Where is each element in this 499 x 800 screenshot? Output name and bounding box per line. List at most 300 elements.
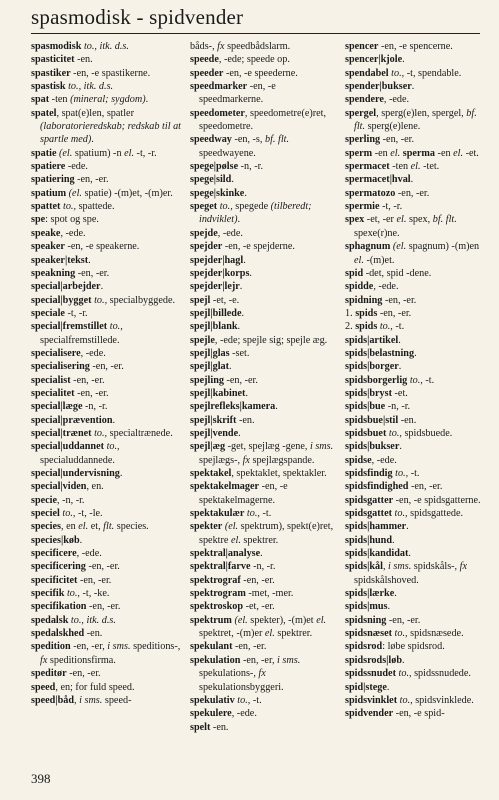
dictionary-entry: [345, 547, 483, 560]
grammar-label: to.,: [409, 374, 423, 386]
entry-text: -en, -e spastikerne.: [70, 67, 151, 79]
entry-text: -en, -e spidsgatterne.: [393, 494, 481, 506]
headword: speeder: [190, 67, 224, 79]
entry-text: .: [387, 601, 390, 613]
headword: specificere: [31, 548, 77, 560]
entry-text: .: [411, 81, 415, 93]
entry-text: .: [402, 54, 405, 66]
dictionary-entry: [345, 414, 483, 427]
grammar-label: to.,: [66, 588, 80, 600]
page-title: spasmodisk - spidvender: [31, 5, 244, 29]
grammar-label: to., itk. d.s.: [68, 81, 114, 93]
dictionary-entry: [345, 53, 483, 66]
entry-text: -en, -er.: [382, 294, 417, 306]
entry-text: sperg(e)lene.: [365, 121, 421, 133]
headword: special|trænet: [31, 427, 92, 439]
headword: special|viden: [31, 481, 87, 493]
dictionary-entry: [345, 280, 483, 293]
entry-text: -t.: [259, 508, 272, 520]
headword: spektral|analyse: [190, 548, 261, 560]
dictionary-entry: [31, 347, 181, 360]
dictionary-entry: [345, 694, 483, 707]
headword: speaker|tekst: [31, 254, 89, 266]
dictionary-entry: [31, 414, 181, 427]
dictionary-entry: [31, 494, 181, 507]
dictionary-entry: [345, 480, 483, 493]
entry-text: .: [386, 681, 390, 693]
entry-text: .: [119, 468, 123, 479]
dictionary-entry: [190, 133, 338, 160]
dictionary-entry: [31, 187, 181, 200]
entry-text: .: [237, 321, 241, 333]
grammar-label: fx: [459, 561, 467, 573]
headword: spids|hund: [345, 534, 392, 546]
headword: spatium: [31, 187, 67, 199]
dictionary-column-2: [190, 40, 338, 734]
headword: spidsgattet: [345, 508, 392, 520]
headword: spidsgatter: [345, 494, 394, 506]
entry-text: -et.: [463, 147, 479, 159]
entry-text: 1.: [345, 307, 356, 319]
headword: speede: [190, 54, 219, 66]
entry-text: -en.: [74, 54, 93, 66]
headword: spejl|æg: [190, 441, 226, 453]
grammar-label: el.: [264, 628, 275, 640]
headword: spektakel: [190, 468, 232, 479]
entry-text: .: [245, 387, 249, 399]
headword: special|arbejder: [31, 281, 101, 293]
entry-text: -t, -r.: [379, 201, 403, 213]
headword: spendere: [345, 94, 384, 106]
headword: spidssnudet: [345, 668, 396, 680]
dictionary-entry: [345, 267, 483, 280]
dictionary-entry: [190, 654, 338, 694]
dictionary-entry: [345, 187, 483, 200]
entry-text: , spektaklet, spektakler.: [231, 468, 327, 479]
entry-text: specialfremstillede.: [40, 334, 120, 346]
headword: spejlrefleks|kamera: [190, 401, 276, 413]
dictionary-entry: [190, 200, 338, 227]
entry-text: , -ede; spejle sig; spejle æg.: [214, 334, 328, 346]
entry-text: specialtrænede.: [107, 427, 173, 439]
dictionary-entry: [190, 240, 338, 253]
headword: spencer|kjole: [345, 54, 403, 66]
entry-text: -en, -s,: [231, 134, 265, 146]
dictionary-entry: [345, 640, 483, 653]
dictionary-entry: [31, 160, 181, 173]
entry-text: -en, -er.: [74, 174, 109, 186]
headword: spejl|vende: [190, 427, 239, 439]
dictionary-entry: [345, 400, 483, 413]
headword: spatiere: [31, 161, 66, 173]
headword: spejder|hagl: [190, 254, 244, 266]
entry-text: .: [406, 521, 409, 533]
dictionary-entry: [31, 294, 181, 307]
entry-text: spektrer.: [274, 628, 313, 640]
entry-text: -en, -e speederne.: [223, 67, 298, 79]
entry-text: , -ede.: [60, 227, 86, 239]
entry-text: , -ede.: [383, 94, 410, 106]
entry-text: spektret, -(m)er: [199, 628, 265, 640]
dictionary-entry: [345, 667, 483, 680]
dictionary-entry: [190, 334, 338, 347]
dictionary-entry: [345, 107, 483, 134]
dictionary-entry: [31, 667, 181, 680]
entry-text: .: [91, 134, 94, 146]
entry-text: spidsnæsede.: [407, 628, 464, 640]
dictionary-entry: [345, 560, 483, 587]
dictionary-entry: [190, 640, 338, 653]
dictionary-entry: [345, 707, 483, 720]
headword: spasticitet: [31, 54, 75, 66]
grammar-label: to.,: [391, 67, 405, 79]
grammar-label: to.,: [395, 468, 409, 479]
grammar-label: to.,: [62, 508, 76, 520]
dictionary-entry: [31, 507, 181, 520]
dictionary-entry: [345, 614, 483, 627]
headword: spidsborgerlig: [345, 374, 408, 386]
dictionary-entry: [345, 213, 483, 240]
dictionary-entry: [345, 334, 483, 347]
dictionary-entry: [345, 654, 483, 667]
dictionary-entry: [190, 440, 338, 467]
dictionary-column-3: [345, 40, 483, 721]
dictionary-entry: [190, 40, 338, 53]
dictionary-entry: [190, 600, 338, 613]
entry-text: species.: [114, 521, 149, 533]
entry-text: .: [414, 347, 417, 359]
dictionary-entry: [345, 360, 483, 373]
grammar-label: (tilberedt; indviklet): [199, 201, 312, 226]
grammar-label: i sms.: [388, 561, 412, 573]
entry-text: -en.: [236, 414, 255, 426]
headword: spatie: [31, 147, 57, 159]
headword: sphagnum: [345, 241, 391, 253]
entry-text: -en, -er.: [70, 374, 105, 386]
grammar-label: to., itk. d.s.: [70, 614, 116, 626]
dictionary-entry: [190, 267, 338, 280]
headword: spejl|glat: [190, 361, 230, 373]
entry-text: , en; for fuld speed.: [55, 681, 135, 693]
entry-text: spekulations-,: [199, 668, 259, 680]
grammar-label: to.,: [246, 508, 260, 520]
entry-text: -t.: [392, 321, 405, 333]
headword: spidsbuet: [345, 427, 387, 439]
dictionary-entry: [345, 40, 483, 53]
grammar-label: to., itk. d.s.: [83, 41, 129, 52]
dictionary-entry: [31, 213, 181, 226]
dictionary-entry: [31, 374, 181, 387]
entry-text: -ede.: [65, 161, 88, 173]
headword: spidde: [345, 281, 374, 293]
entry-text: .: [238, 427, 241, 439]
headword: spids|artikel: [345, 334, 399, 346]
grammar-label: (mineral; sygdom): [70, 94, 146, 106]
dictionary-entry: [31, 547, 181, 560]
headword: speget: [190, 201, 218, 213]
dictionary-entry: [31, 534, 181, 547]
entry-text: ,: [382, 561, 389, 573]
headword: specifik: [31, 588, 65, 600]
headword: spege|sild: [190, 174, 232, 186]
entry-text: -et, -e.: [210, 294, 240, 306]
grammar-label: (laboratorieredskab; redskab til at spartle med): [40, 121, 182, 146]
entry-text: specialbyggede.: [107, 294, 176, 306]
grammar-label: to.,: [109, 321, 123, 333]
headword: spedition: [31, 641, 71, 653]
grammar-label: (el.: [392, 241, 407, 253]
entry-text: -et, -er: [364, 214, 397, 226]
dictionary-entry: [190, 400, 338, 413]
headword: spedalsk: [31, 614, 69, 626]
grammar-label: to.,: [394, 508, 408, 520]
entry-text: -en, -e speakerne.: [64, 241, 140, 253]
headword: spektrogram: [190, 588, 246, 600]
headword: spastisk: [31, 81, 66, 93]
dictionary-entry: [190, 227, 338, 240]
entry-text: -t, -le.: [75, 508, 103, 520]
entry-text: -en, -er.: [408, 481, 443, 493]
entry-text: .: [398, 334, 401, 346]
entry-text: spidsgattede.: [407, 508, 464, 520]
dictionary-entry: [31, 640, 181, 667]
dictionary-entry: [190, 173, 338, 186]
dictionary-entry: [31, 627, 181, 640]
headword: speedmarker: [190, 81, 248, 93]
headword: spergel: [345, 107, 377, 119]
headword: spids|bryst: [345, 387, 392, 399]
entry-text: -met, -mer.: [245, 588, 294, 600]
entry-text: speedwayene.: [199, 147, 256, 159]
entry-text: .: [229, 361, 232, 373]
headword: specialitet: [31, 387, 75, 399]
dictionary-entry: [190, 254, 338, 267]
dictionary-entry: [190, 507, 338, 520]
entry-text: spekter), -(m)et: [247, 614, 317, 626]
dictionary-entry: [31, 614, 181, 627]
entry-text: -t.: [422, 374, 435, 386]
dictionary-entry: [190, 294, 338, 307]
dictionary-entry: [190, 280, 338, 293]
headword: special|uddannet: [31, 441, 105, 453]
headword: spejder|lejr: [190, 281, 240, 293]
entry-text: speditions-,: [130, 641, 181, 653]
dictionary-entry: [345, 627, 483, 640]
entry-text: , -n, -r.: [57, 494, 85, 506]
grammar-label: el.: [316, 614, 327, 626]
grammar-label: i sms.: [79, 694, 103, 706]
headword: specificering: [31, 561, 86, 573]
dictionary-entry: [31, 694, 181, 707]
entry-text: spidssnudede.: [411, 668, 471, 680]
dictionary-entry: [190, 560, 338, 573]
dictionary-entry: [345, 587, 483, 600]
entry-text: .: [231, 174, 234, 186]
dictionary-entry: [345, 374, 483, 387]
grammar-label: to.,: [94, 294, 108, 306]
dictionary-entry: [190, 414, 338, 427]
headword: spendabel: [345, 67, 389, 79]
entry-text: -en.: [210, 721, 229, 733]
headword: spekulant: [190, 641, 233, 653]
dictionary-entry: [190, 427, 338, 440]
headword: special|undervisning: [31, 468, 120, 479]
title-rule: [31, 33, 480, 34]
entry-text: , en: [61, 521, 79, 533]
grammar-label: (el.: [234, 614, 248, 626]
grammar-label: fx: [258, 668, 266, 680]
headword: spat: [31, 94, 50, 106]
entry-text: -en, -er.: [77, 574, 112, 586]
dictionary-entry: [190, 307, 338, 320]
headword: specialist: [31, 374, 71, 386]
entry-text: speedbådslarm.: [224, 41, 291, 52]
entry-text: , sperg(e)len, spergel,: [376, 107, 467, 119]
headword: speake: [31, 227, 61, 239]
headword: spidsrods|løb: [345, 654, 402, 666]
entry-text: -n, -r.: [82, 401, 108, 413]
headword: speed: [31, 681, 56, 693]
entry-text: spidskålshoved.: [354, 574, 419, 586]
dictionary-entry: [190, 67, 338, 80]
grammar-label: i sms.: [107, 641, 131, 653]
dictionary-entry: [31, 227, 181, 240]
dictionary-entry: [190, 187, 338, 200]
grammar-label: fx: [217, 41, 225, 52]
entry-text: .: [260, 548, 263, 560]
entry-text: -en, -er.: [223, 374, 258, 386]
headword: spektakulær: [190, 508, 245, 520]
headword: spid|stege: [345, 681, 387, 693]
entry-text: .: [402, 654, 405, 666]
headword: spex: [345, 214, 365, 226]
dictionary-entry: [31, 574, 181, 587]
headword: spidsbue|stil: [345, 414, 399, 426]
dictionary-entry: [31, 267, 181, 280]
entry-text: -det, spid -dene.: [363, 267, 432, 279]
dictionary-entry: [190, 574, 338, 587]
entry-text: -t.: [408, 468, 420, 479]
headword: spidvender: [345, 708, 394, 720]
dictionary-entry: [31, 147, 181, 160]
entry-text: .: [112, 414, 116, 426]
dictionary-entry: [31, 40, 181, 53]
entry-text: .: [100, 281, 104, 293]
headword: spejder|korps: [190, 267, 250, 279]
headword: spermacet: [345, 161, 390, 173]
grammar-label: bf. flt.: [354, 107, 477, 133]
entry-text: -en, -e speedmarkerne.: [199, 81, 276, 106]
entry-text: spektrer.: [240, 534, 279, 546]
grammar-label: fx: [40, 654, 48, 666]
dictionary-entry: [31, 107, 181, 147]
dictionary-entry: [31, 467, 181, 480]
entry-text: spatie) -(m)et, -(m)er.: [81, 187, 173, 199]
dictionary-entry: [190, 107, 338, 134]
headword: spekter: [190, 521, 223, 533]
grammar-label: to.,: [94, 427, 108, 439]
headword: spermacet|hval: [345, 174, 411, 186]
headword: spidsnæset: [345, 628, 392, 640]
entry-text: -ten: [49, 94, 71, 106]
headword: species|køb: [31, 534, 80, 546]
entry-text: -en, -er.: [386, 614, 421, 626]
entry-text: .: [394, 588, 397, 600]
entry-text: spatium) -n: [72, 147, 125, 159]
dictionary-entry: [190, 587, 338, 600]
headword: speaker: [31, 241, 65, 253]
headword: spidning: [345, 294, 383, 306]
dictionary-entry: [31, 427, 181, 440]
entry-text: -et, -er.: [243, 601, 275, 613]
dictionary-entry: [31, 440, 181, 467]
headword: spids|bukser: [345, 441, 400, 453]
headword: spektral|farve: [190, 561, 251, 573]
dictionary-entry: [345, 681, 483, 694]
dictionary-entry: [190, 387, 338, 400]
dictionary-entry: [31, 480, 181, 493]
dictionary-entry: [31, 93, 181, 106]
entry-text: specialuddannede.: [40, 454, 115, 466]
dictionary-entry: [31, 560, 181, 573]
entry-text: , -ede.: [373, 281, 399, 293]
headword: spencer: [345, 41, 379, 52]
headword: spidsfindig: [345, 468, 393, 479]
grammar-label: bf. flt.: [432, 214, 457, 226]
grammar-label: flt.: [103, 521, 115, 533]
grammar-label: (el.: [224, 521, 239, 533]
entry-text: -en: [435, 147, 454, 159]
entry-text: -et.: [391, 387, 408, 399]
entry-text: -n, -r.: [250, 561, 276, 573]
entry-text: .: [410, 174, 414, 186]
headword: spattet: [31, 201, 61, 213]
dictionary-entry: [345, 347, 483, 360]
entry-text: -en, -e spencerne.: [378, 41, 453, 52]
dictionary-entry: [31, 320, 181, 347]
entry-text: spattede.: [76, 201, 115, 213]
grammar-label: to.,: [106, 441, 120, 453]
dictionary-entry: [190, 360, 338, 373]
entry-text: .: [392, 534, 395, 546]
headword: spege|skinke: [190, 187, 245, 199]
headword: spidsvinklet: [345, 694, 398, 706]
headword: specifikation: [31, 601, 87, 613]
headword: spe: [31, 214, 46, 226]
grammar-label: el.: [396, 214, 407, 226]
entry-text: , -ede.: [76, 548, 102, 560]
dictionary-entry: [31, 307, 181, 320]
headword: spejl|glas: [190, 347, 230, 359]
dictionary-entry: [190, 721, 338, 734]
entry-text: -t, -r.: [134, 147, 157, 159]
entry-text: spex,: [406, 214, 433, 226]
entry-text: -en, -er.: [75, 267, 110, 279]
entry-text: spektrum), spekt(e)ret, spektre: [199, 521, 334, 546]
entry-text: -en, -e spektakelmagerne.: [199, 481, 288, 506]
entry-text: spegede: [232, 201, 271, 213]
headword: spejde: [190, 227, 218, 239]
grammar-label: to.,: [62, 201, 77, 213]
headword: spidse: [345, 454, 372, 466]
entry-text: -en, -er.: [74, 387, 109, 399]
dictionary-entry: [31, 520, 181, 533]
dictionary-entry: [345, 467, 483, 480]
entry-text: -n, -r.: [238, 161, 263, 173]
entry-text: -en, -e spejderne.: [222, 241, 295, 253]
entry-text: , speedometre(e)ret, speedometre.: [199, 107, 327, 133]
headword: spejle: [190, 334, 215, 346]
